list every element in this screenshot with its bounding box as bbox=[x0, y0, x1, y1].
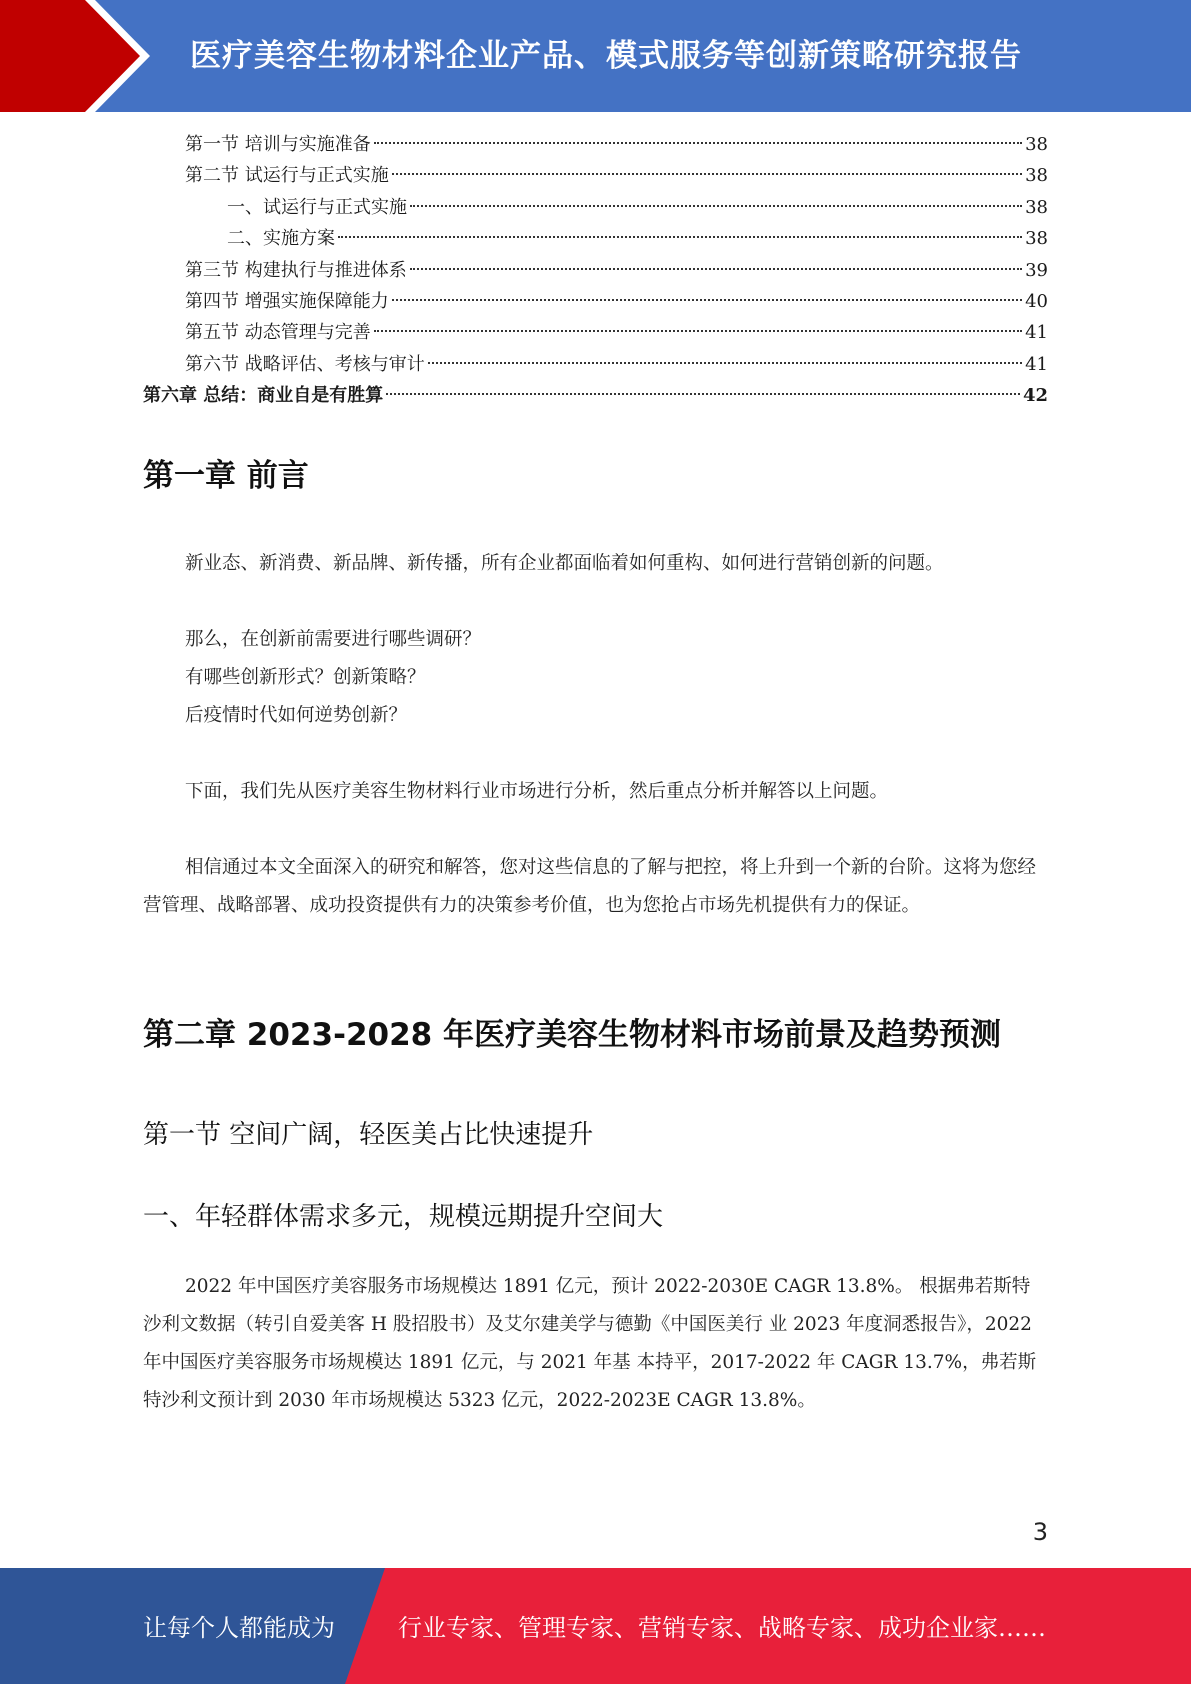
toc-entry[interactable] bbox=[143, 129, 1048, 160]
chapter-title: 第一章 前言 bbox=[143, 458, 309, 494]
toc-entry-title: 第二节 试运行与正式实施 bbox=[185, 165, 389, 187]
paragraph: 后疫情时代如何逆势创新？ bbox=[185, 705, 408, 726]
toc-entry-page: 42 bbox=[1022, 385, 1048, 407]
paragraph: 下面，我们先从医疗美容生物材料行业市场进行分析，然后重点分析并解答以上问题。 bbox=[185, 781, 889, 802]
toc-entry-title: 第六节 战略评估、考核与审计 bbox=[185, 353, 425, 375]
toc-entry-page: 38 bbox=[1025, 196, 1048, 218]
paragraph: 新业态、新消费、新品牌、新传播，所有企业都面临着如何重构、如何进行营销创新的问题。 bbox=[185, 553, 944, 574]
paragraph: 有哪些创新形式？创新策略？ bbox=[185, 667, 426, 688]
toc-leader bbox=[410, 205, 1022, 207]
chapter-title: 第二章 2023-2028 年医疗美容生物材料市场前景及趋势预测 bbox=[143, 1017, 1002, 1053]
toc-leader bbox=[428, 362, 1022, 364]
toc-entry-title: 第三节 构建执行与推进体系 bbox=[185, 259, 407, 281]
toc-entry-title: 二、实施方案 bbox=[227, 228, 335, 250]
toc-entry-page: 41 bbox=[1025, 353, 1048, 375]
page-number: 3 bbox=[1032, 1518, 1048, 1546]
toc-entry[interactable] bbox=[143, 286, 1048, 317]
toc-leader bbox=[392, 173, 1022, 175]
toc-leader bbox=[338, 236, 1022, 238]
section-title: 第一节 空间广阔，轻医美占比快速提升 bbox=[143, 1120, 594, 1150]
toc-entry[interactable] bbox=[143, 223, 1048, 254]
toc-entry-page: 38 bbox=[1025, 228, 1048, 250]
toc-entry-title: 第四节 增强实施保障能力 bbox=[185, 290, 389, 312]
toc-entry-page: 41 bbox=[1025, 322, 1048, 344]
toc-leader bbox=[410, 268, 1022, 270]
toc-entry-title: 第六章 总结：商业自是有胜算 bbox=[143, 385, 384, 407]
toc-entry[interactable] bbox=[143, 160, 1048, 191]
page-footer bbox=[0, 1568, 1191, 1684]
toc-entry[interactable] bbox=[143, 255, 1048, 286]
toc-entry-chapter[interactable] bbox=[143, 380, 1048, 411]
toc-entry[interactable] bbox=[143, 349, 1048, 380]
paragraph: 2022 年中国医疗美容服务市场规模达 1891 亿元，预计 2022-2030E CAGR 13.8%。 根据弗若斯特沙利文数据（转引自爱美客 H 股招股书）及艾尔建美学与德勤《中国医美行 业 2023 年度洞悉报告》，2022 年中国医疗美容服务市场规模达 1891 亿元，与 2021 年基 本持平，2017-2022 年 CAGR 13.7%，弗若斯特沙利文预计到 2030 年市场规模达 5323 亿元，2022-2023E CAGR 13.8%。 bbox=[143, 1276, 1037, 1411]
toc-leader bbox=[392, 299, 1022, 301]
toc-entry-page: 38 bbox=[1025, 165, 1048, 187]
toc-entry-page: 38 bbox=[1025, 134, 1048, 155]
toc-entry-page: 39 bbox=[1025, 259, 1048, 281]
toc-entry-title: 一、试运行与正式实施 bbox=[227, 196, 407, 218]
toc-entry[interactable] bbox=[143, 317, 1048, 348]
toc-leader bbox=[386, 393, 1020, 395]
toc-leader bbox=[374, 142, 1022, 144]
paragraph: 相信通过本文全面深入的研究和解答，您对这些信息的了解与把控，将上升到一个新的台阶。这将为您经营管理、战略部署、成功投资提供有力的决策参考价值，也为您抢占市场先机提供有力的保证。 bbox=[143, 857, 1037, 916]
footer-slogan-left: 让每个人都能成为 bbox=[143, 1614, 335, 1642]
table-of-contents bbox=[143, 129, 1048, 412]
page-header bbox=[0, 0, 1191, 112]
toc-entry-page: 40 bbox=[1025, 290, 1048, 312]
toc-entry[interactable] bbox=[143, 192, 1048, 223]
subsection-title: 一、年轻群体需求多元，规模远期提升空间大 bbox=[143, 1202, 664, 1232]
paragraph: 那么，在创新前需要进行哪些调研？ bbox=[185, 629, 482, 650]
toc-leader bbox=[374, 330, 1022, 332]
toc-entry-title: 第五节 动态管理与完善 bbox=[185, 322, 371, 344]
header-title: 医疗美容生物材料企业产品、模式服务等创新策略研究报告 bbox=[190, 38, 1022, 74]
toc-entry-title: 第一节 培训与实施准备 bbox=[185, 134, 371, 155]
footer-slogan-right: 行业专家、管理专家、营销专家、战略专家、成功企业家…… bbox=[398, 1614, 1046, 1642]
